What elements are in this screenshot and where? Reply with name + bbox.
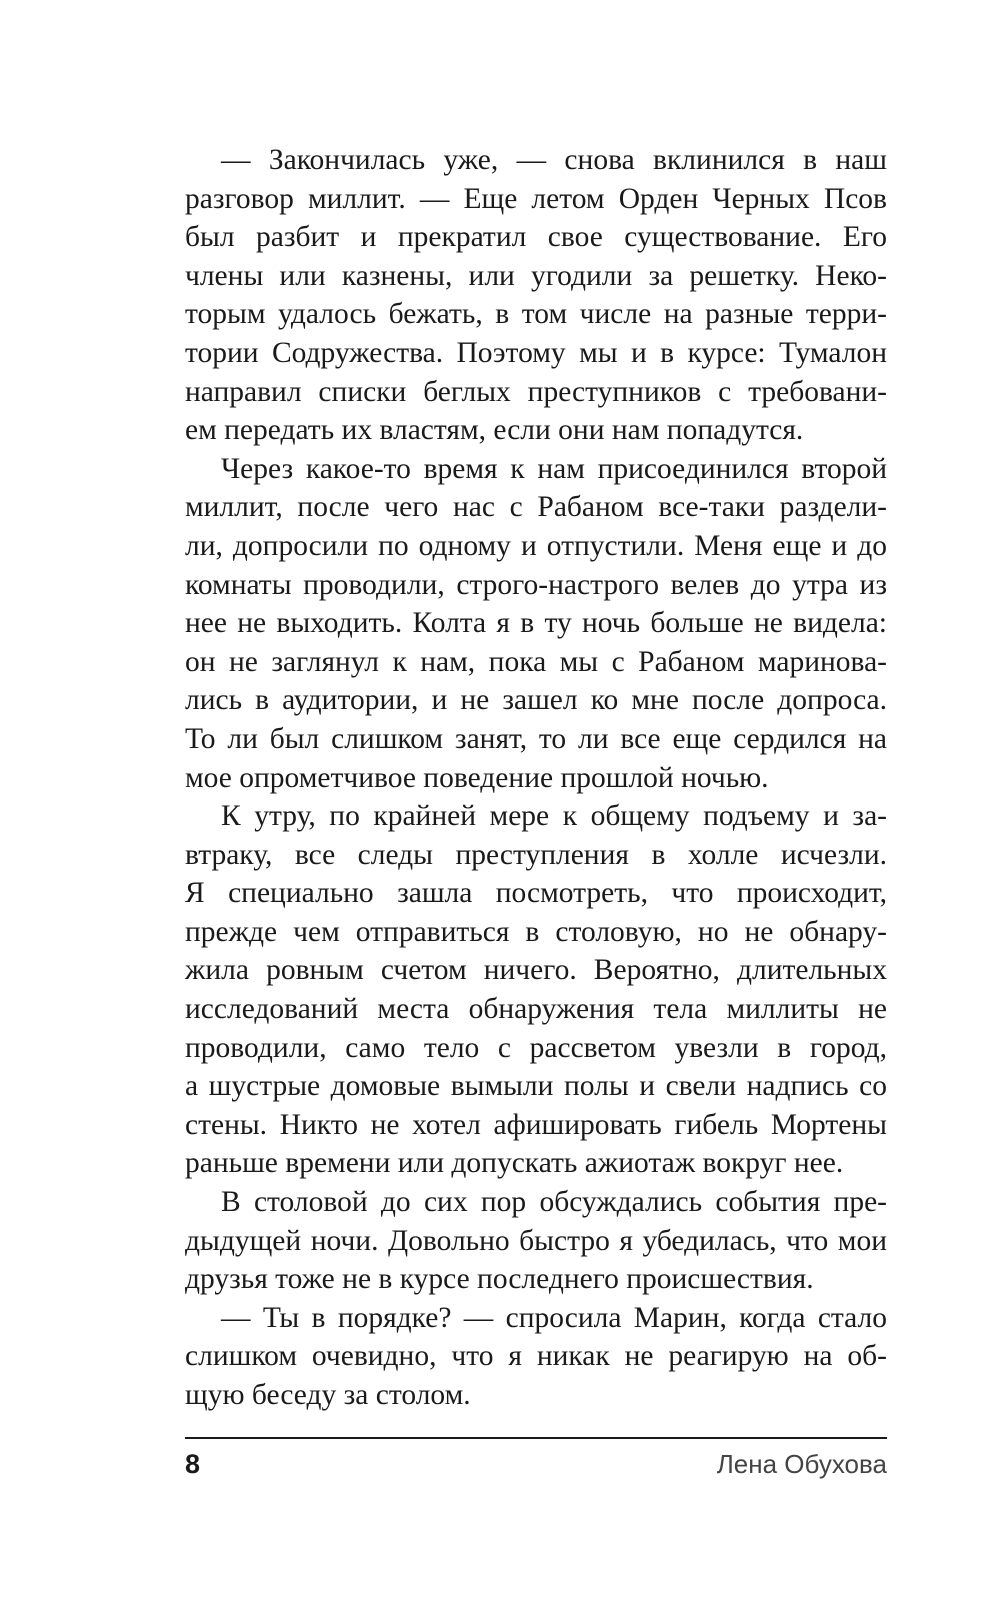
text-line: — Ты в порядке? — спросила Марин, когда стало <box>221 1301 887 1334</box>
text-line: был разбит и прекратил свое существование. Его <box>185 221 887 254</box>
text-line: К утру, по крайней мере к общему подъему и за- <box>221 800 887 833</box>
text-line: дыдущей ночи. Довольно быстро я убедилась, что мои <box>185 1224 887 1257</box>
text-line: исследований места обнаружения тела миллиты не <box>185 993 887 1026</box>
text-line: он не заглянул к нам, пока мы с Рабаном маринова- <box>185 645 887 678</box>
paragraph <box>185 1183 887 1299</box>
text-line: разговор миллит. — Еще летом Орден Черных Псов <box>185 182 887 215</box>
text-line: тории Содружества. Поэтому мы и в курсе: Тумалон <box>185 336 887 369</box>
paragraph <box>185 141 887 450</box>
text-line: раньше времени или допускать ажиотаж вокруг нее. <box>185 1147 844 1180</box>
text-line: В столовой до сих пор обсуждались события пре- <box>221 1186 887 1219</box>
text-line: втраку, все следы преступления в холле исчезли. <box>185 838 887 871</box>
text-line: члены или казнены, или угодили за решетку. Неко- <box>185 259 887 292</box>
text-line: миллит, после чего нас с Рабаном все-таки раздели- <box>185 491 887 524</box>
body-text <box>185 141 887 1415</box>
text-line: друзья тоже не в курсе последнего происшествия. <box>185 1263 814 1296</box>
paragraph <box>185 450 887 797</box>
text-line: прежде чем отправиться в столовую, но не обнару- <box>185 915 887 948</box>
paragraph <box>185 797 887 1183</box>
text-line: ем передать их властям, если они нам попадутся. <box>185 414 804 447</box>
text-line: нее не выходить. Колта я в ту ночь больше не видела: <box>185 607 887 640</box>
text-line: То ли был слишком занят, то ли все еще сердился на <box>185 722 887 755</box>
page-number: 8 <box>185 1449 201 1479</box>
text-line: ли, допросили по одному и отпустили. Меня еще и до <box>185 529 887 562</box>
text-line: направил списки беглых преступников с требовани- <box>185 375 887 408</box>
running-footer-author: Лена Обухова <box>716 1449 887 1479</box>
text-line: щую беседу за столом. <box>185 1379 471 1411</box>
text-line: Я специально зашла посмотреть, что происходит, <box>185 877 887 910</box>
text-line: мое опрометчивое поведение прошлой ночью. <box>185 761 769 794</box>
text-line: комнаты проводили, строго-настрого велев до утра из <box>185 568 887 601</box>
text-line: Через какое-то время к нам присоединился второй <box>221 452 887 485</box>
text-line: слишком очевидно, что я никак не реагирую на об- <box>185 1340 887 1373</box>
paragraph <box>185 1299 887 1415</box>
text-line: — Закончилась уже, — снова вклинился в наш <box>221 144 887 176</box>
text-line: а шустрые домовые вымыли полы и свели надпись со <box>185 1070 887 1103</box>
text-line: проводили, само тело с рассветом увезли в город, <box>185 1031 887 1064</box>
text-line: стены. Никто не хотел афишировать гибель Мортены <box>185 1108 887 1141</box>
text-line: торым удалось бежать, в том числе на разные терри- <box>185 298 887 331</box>
text-line: лись в аудитории, и не зашел ко мне после допроса. <box>185 684 887 717</box>
footer-divider <box>185 1437 887 1439</box>
text-line: жила ровным счетом ничего. Вероятно, длительных <box>185 954 887 987</box>
